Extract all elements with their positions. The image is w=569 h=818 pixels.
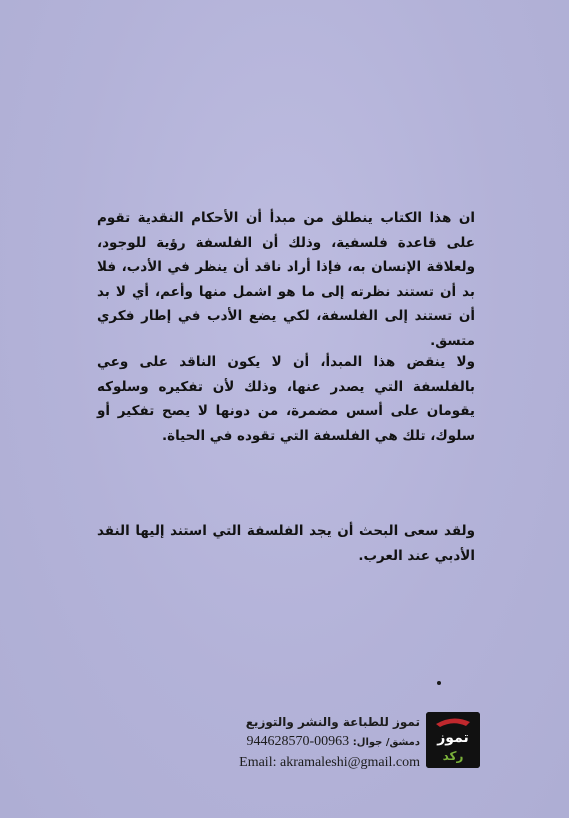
publisher-logo bbox=[426, 712, 480, 768]
decorative-dot bbox=[437, 681, 441, 685]
logo-text-bottom: ركد bbox=[442, 749, 464, 763]
paragraph-1: ان هذا الكتاب ينطلق من مبدأ أن الأحكام النقدية تقوم على قاعدة فلسفية، وذلك أن الفلسفة رؤية للوجود، ولعلاقة الإنسان به، فإذا أراد ناقد أن ينظر في الأدب، فلا بد أن تستند نظرته إلى ما هو اشمل منها وأعم، أي لا بد أن تستند إلى الفلسفة، لكي يضع الأدب في إطار فكري متسق. bbox=[97, 210, 475, 349]
paragraph-2: ولا ينقض هذا المبدأ، أن لا يكون الناقد على وعي بالفلسفة التي يصدر عنها، وذلك لأن تفكيره وسلوكه يقومان على أسس مضمرة، من دونها لا يصح تفكير أو سلوك، تلك هي الفلسفة التي تقوده في الحياة. bbox=[97, 354, 475, 444]
paragraph-3: ولقد سعى البحث أن يجد الفلسفة التي استند إليها النقد الأدبي عند العرب. bbox=[97, 523, 475, 564]
phone-label: دمشق/ جوال: bbox=[352, 737, 420, 748]
publisher-info bbox=[200, 713, 420, 773]
publisher-phone-line bbox=[200, 731, 420, 753]
logo-text-top: تموز bbox=[437, 730, 469, 746]
publisher-email: Email: akramaleshi@gmail.com bbox=[239, 755, 420, 770]
phone-number: 00963-944628570 bbox=[246, 734, 350, 749]
publisher-name: تموز للطباعة والنشر والتوزيع bbox=[245, 715, 420, 729]
